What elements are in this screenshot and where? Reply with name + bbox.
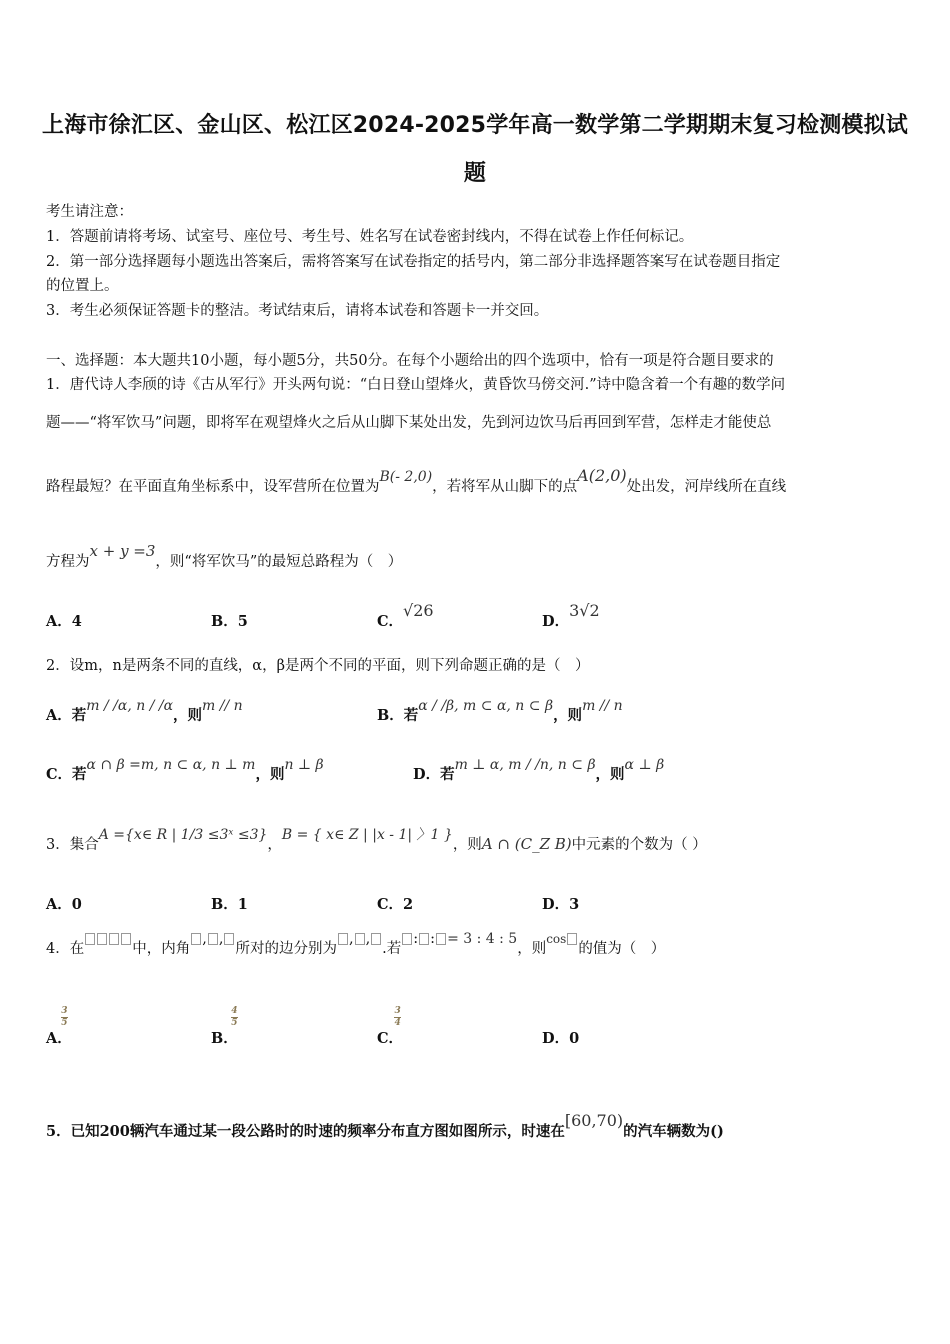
q5-text-b: 的汽车辆数为() [623, 1123, 724, 1140]
q1-text-d: 方程为 [46, 554, 90, 570]
q3-option-d[interactable]: D．3 [542, 896, 580, 913]
q4-option-a-fraction: $\frac{3}{5}$ [61, 1005, 68, 1028]
q4-option-b-fraction: $\frac{4}{5}$ [231, 1005, 238, 1028]
q1-text-e: ，则“将军饮马”的最短总路程为（ ） [155, 554, 403, 570]
q1-point-b: B(- 2,0) [379, 469, 433, 485]
q5-text-a: 5．已知200辆汽车通过某一段公路时的时速的频率分布直方图如图所示，时速在 [46, 1123, 565, 1140]
notice-item-1: 1．答题前请将考场、试室号、座位号、考生号、姓名写在试卷密封线内，不得在试卷上作任何标记。 [46, 229, 694, 245]
q3-prefix: 3．集合 [46, 837, 99, 853]
q4-ratio: = 3 : 4 : 5 [447, 931, 518, 947]
notice-item-2: 2．第一部分选择题每小题选出答案后，需将答案写在试卷指定的括号内，第二部分非选择题答案写在试卷题目指定 [46, 254, 781, 270]
q2-option-d[interactable]: D．若m ⊥ α, m / /n, n ⊂ β，则α ⊥ β [413, 757, 665, 783]
section-heading: 一、选择题：本大题共10小题，每小题5分，共50分。在每个小题给出的四个选项中，恰有一项是符合题目要求的 [46, 353, 774, 369]
exam-title-line2: 题 [463, 161, 487, 186]
q3-option-b[interactable]: B．1 [211, 896, 248, 913]
q3-option-c[interactable]: C．2 [377, 896, 414, 913]
q2-stem: 2．设m，n是两条不同的直线，α，β是两个不同的平面，则下列命题正确的是（ ） [46, 658, 590, 674]
exam-title-line1: 上海市徐汇区、金山区、松江区2024-2025学年高一数学第二学期期末复习检测模拟试 [42, 113, 908, 138]
q1-line2: 题——“将军饮马”问题，即将军在观望烽火之后从山脚下某处出发，先到河边饮马后再回到军营，怎样走才能使总 [46, 415, 772, 431]
q4-stem: 4．在 中，内角, ,所对的边分别为, ,.若: : = 3 : 4 : 5，则$^{cos}$的值为（ ） [46, 931, 666, 957]
missing-glyph-icon [566, 931, 578, 947]
q5-interval: [60,70) [564, 1111, 624, 1130]
q1-line3 [46, 466, 787, 497]
q3-option-a[interactable]: A．0 [46, 896, 82, 913]
q1-option-c[interactable]: C．√26 [377, 601, 434, 630]
q4-option-c-fraction: $\frac{3}{4}$ [394, 1005, 401, 1028]
q4-cos: cos [546, 932, 567, 946]
q3-stem [46, 827, 707, 855]
q3-set-b: B = { x∈ Z | |x - 1| 〉1 } [281, 827, 453, 843]
q3-mid: ，则 [452, 837, 482, 853]
q3-suffix: 中元素的个数为（ ） [571, 837, 707, 853]
q2-option-a[interactable]: A．若m / /α, n / /α，则m // n [46, 698, 243, 724]
q1-option-a[interactable]: A．4 [46, 613, 82, 630]
q1-point-a: A(2,0) [577, 466, 627, 485]
notice-item-2-cont: 的位置上。 [46, 278, 119, 294]
missing-glyph-icon [84, 931, 132, 947]
q1-line-equation: x + y =3 [89, 542, 156, 560]
missing-glyph-icon: , , [337, 931, 382, 947]
q1-text-c: 处出发，河岸线所在直线 [626, 479, 787, 495]
notice-item-3: 3．考生必须保证答题卡的整洁。考试结束后，请将本试卷和答题卡一并交回。 [46, 303, 549, 319]
q4-option-c[interactable]: C． $\frac{3}{4}$ [377, 1005, 404, 1047]
q1-text-a: 路程最短？在平面直角坐标系中，设军营所在位置为 [46, 479, 380, 495]
q5-stem [46, 1111, 724, 1142]
missing-glyph-icon: , , [190, 931, 235, 947]
q1-option-d[interactable]: D．3√2 [542, 601, 600, 630]
notice-heading: 考生请注意： [46, 204, 133, 220]
q3-expression: A ∩ (C_Z B) [481, 835, 572, 853]
q3-set-a: A ={x∈ R | 1/3 ≤3ˣ ≤3} [98, 827, 268, 843]
q4-option-a[interactable]: A． $\frac{3}{5}$ [46, 1005, 72, 1047]
q1-line1: 1．唐代诗人李颀的诗《古从军行》开头两句说：“白日登山望烽火，黄昏饮马傍交河.”诗中隐含着一个有趣的数学问 [46, 377, 786, 393]
q2-option-c[interactable]: C．若α ∩ β =m, n ⊂ α, n ⊥ m，则n ⊥ β [46, 757, 324, 783]
q1-text-b: ，若将军从山脚下的点 [432, 479, 578, 495]
q4-option-d[interactable]: D．0 [542, 1030, 580, 1047]
q2-option-b[interactable]: B．若α / /β, m ⊂ α, n ⊂ β，则m // n [377, 698, 623, 724]
q4-option-b[interactable]: B． $\frac{4}{5}$ [211, 1005, 238, 1047]
missing-glyph-icon: : : [401, 931, 447, 947]
q1-option-b[interactable]: B．5 [211, 613, 248, 630]
q1-line4 [46, 542, 403, 572]
q3-comma: ， [267, 837, 282, 853]
